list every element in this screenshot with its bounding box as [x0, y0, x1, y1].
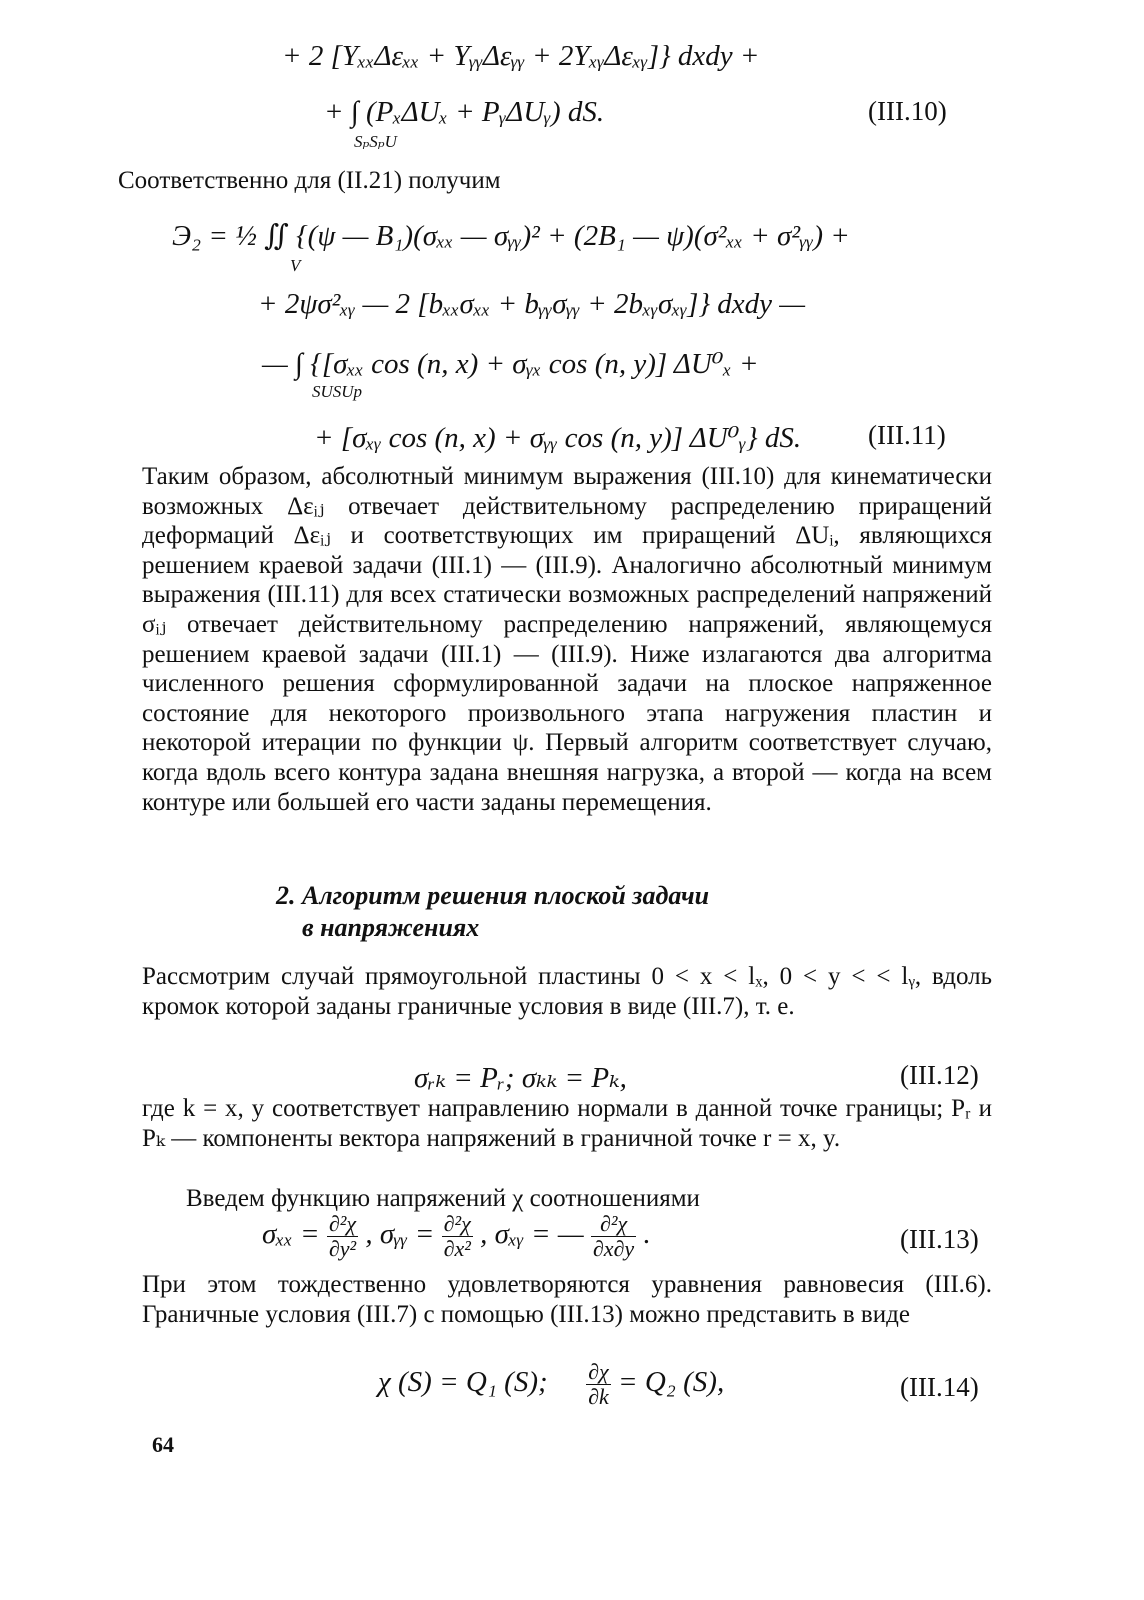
equation-end-period: . [643, 1218, 651, 1251]
integral-domain-label: SₚSₚU [354, 132, 397, 151]
fraction-d2chi-dx2 [442, 1212, 473, 1261]
fraction-denominator: ∂x² [443, 1236, 471, 1261]
equation-iii-10-line-1: + 2 [YₓₓΔεₓₓ + YᵧᵧΔεᵧᵧ + 2YₓᵧΔεₓᵧ]} dxdy + [282, 40, 760, 72]
fraction-denominator: ∂x∂y [592, 1236, 635, 1261]
sigma-yy-lhs: , σᵧᵧ = [365, 1218, 435, 1251]
fraction-d2chi-dxdy [591, 1212, 636, 1261]
equation-iii-12: σᵣₖ = Pᵣ; σₖₖ = Pₖ, [414, 1062, 627, 1094]
paragraph-stress-function: Введем функцию напряжений χ соотношениями [186, 1185, 700, 1212]
section-heading-line-1: 2. Алгоритм решения плоской задачи [276, 881, 710, 910]
equation-number-iii-12: (III.12) [900, 1060, 979, 1090]
paragraph-rectangular-plate: Рассмотрим случай прямоугольной пластины 0 < x < lₓ, 0 < y < < lᵧ, вдоль кромок которой заданы граничные условия в виде (III.7), т. е. [142, 963, 992, 1020]
chi-boundary-rhs: = Q₂ (S), [618, 1366, 725, 1399]
fraction-numerator: ∂χ [586, 1360, 611, 1385]
sigma-xy-lhs: , σₓᵧ = — [480, 1218, 584, 1251]
fraction-denominator: ∂k [588, 1384, 609, 1409]
equation-number-iii-14: (III.14) [900, 1372, 979, 1402]
paragraph-boundary-normal: где k = x, y соответствует направлению нормали в данной точке границы; Pᵣ и Pₖ — компоненты вектора напряжений в граничной точке r = x, y. [142, 1095, 992, 1152]
integral-domain-label: V [290, 256, 301, 275]
equation-iii-11-line-4: + [σₓᵧ cos (n, x) + σᵧᵧ cos (n, y)] ΔU⁰ᵧ} dS. [314, 422, 802, 454]
equation-iii-11-line-3: — ∫ {[σₓₓ cos (n, x) + σᵧₓ cos (n, y)] ΔU⁰ₓ + [262, 348, 759, 380]
equation-iii-10-line-2: + ∫ (PₓΔUₓ + PᵧΔUᵧ) dS. [324, 96, 605, 128]
paragraph-absolute-minimum: Таким образом, абсолютный минимум выражения (III.10) для кинематически возможных Δεᵢⱼ отвечает действительному распределению приращений деформаций Δεᵢⱼ и соответствующих им приращений ΔUᵢ, являющихся решением краевой задачи (III.1) — (III.9). Аналогично абсолютный минимум выражения (III.11) для всех статически возможных распределений напряжений σᵢⱼ отвечает действительному распределению напряжений, являющемуся решением краевой задачи (III.1) — (III.9). Ниже излагаются два алгоритма численного решения сформулированной задачи на плоское напряженное состояние для некоторого произвольного этапа нагружения пластин и некоторой итерации по функции ψ. Первый алгоритм соответствует случаю, когда вдоль всего контура задана внешняя нагрузка, а второй — когда на всем контуре или большей его части заданы перемещения. [142, 463, 992, 816]
equation-iii-14 [378, 1360, 724, 1409]
integral-domain-label: SUSUp [312, 382, 363, 401]
fraction-numerator: ∂²χ [327, 1212, 358, 1237]
fraction-numerator: ∂²χ [591, 1212, 636, 1237]
page-number: 64 [152, 1432, 174, 1457]
equation-number-iii-10: (III.10) [868, 96, 947, 126]
fraction-dchi-dk [586, 1360, 611, 1409]
equation-number-iii-11: (III.11) [868, 420, 946, 450]
paragraph-equilibrium: При этом тождественно удовлетворяются уравнения равновесия (III.6). Граничные условия (III.7) с помощью (III.13) можно представить в виде [142, 1271, 992, 1328]
intro-text: Соответственно для (II.21) получим [118, 167, 501, 194]
chi-boundary-lhs: χ (S) = Q₁ (S); [378, 1366, 548, 1399]
equation-iii-11-line-2: + 2ψσ²ₓᵧ — 2 [bₓₓσₓₓ + bᵧᵧσᵧᵧ + 2bₓᵧσₓᵧ]} dxdy — [258, 288, 806, 320]
fraction-d2chi-dy2 [327, 1212, 358, 1261]
fraction-denominator: ∂y² [328, 1236, 357, 1261]
fraction-numerator: ∂²χ [442, 1212, 473, 1237]
section-heading-line-2: в напряжениях [302, 913, 480, 942]
equation-iii-11-line-1: Э₂ = ½ ∬ {(ψ — B₁)(σₓₓ — σᵧᵧ)² + (2B₁ — ψ)(σ²ₓₓ + σ²ᵧᵧ) + [172, 220, 850, 252]
sigma-xx-lhs: σₓₓ = [262, 1218, 320, 1251]
equation-iii-13 [262, 1212, 651, 1261]
equation-number-iii-13: (III.13) [900, 1224, 979, 1254]
